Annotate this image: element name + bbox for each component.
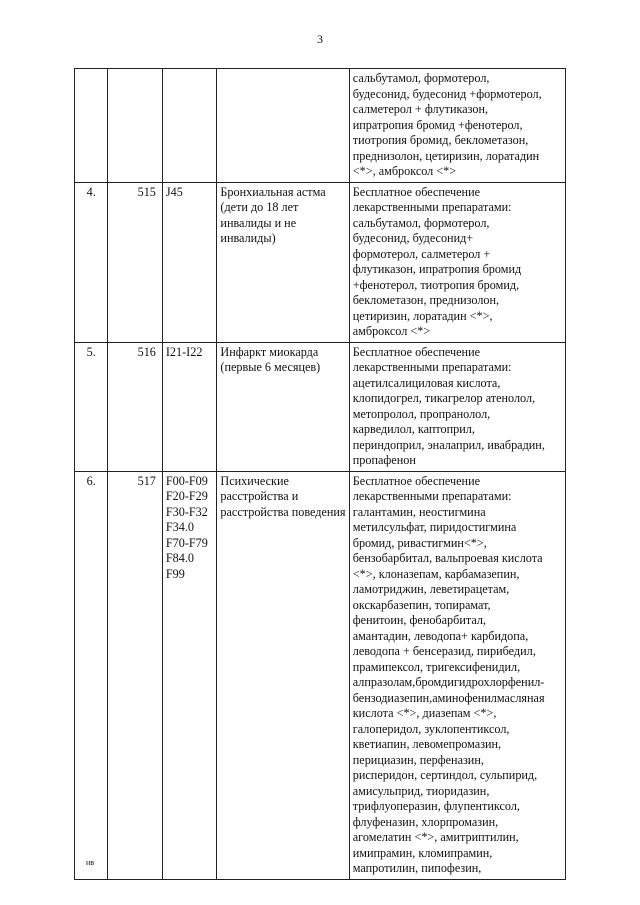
disease-name xyxy=(217,69,349,183)
treatment-text-line: амисульприд, тиоридазин, xyxy=(352,783,490,798)
icd-codes xyxy=(162,182,217,342)
footer-mark: нв xyxy=(86,858,95,867)
disease-name-line: (первые 6 месяцев) xyxy=(220,360,321,374)
treatment-text-line: +фенотерол, тиотропия бромид, xyxy=(352,277,520,292)
disease-name xyxy=(217,471,349,879)
disease-name-line: расстройства и xyxy=(220,489,299,503)
icd-codes-line: F20-F29 xyxy=(165,489,208,503)
row-number xyxy=(75,69,108,183)
treatment-text-line: пропафенон xyxy=(352,453,416,467)
treatment-text-line: флутиказон, ипратропия бромид xyxy=(352,262,522,276)
treatment-text-line: будесонид, будесонид+ xyxy=(352,231,474,245)
treatment-text-line: флуфеназин, хлорпромазин, xyxy=(352,814,499,829)
treatment-text-line: периндоприл, эналаприл, ивабрадин, xyxy=(352,437,545,452)
page-number: 3 xyxy=(317,32,323,46)
treatment-text-line: преднизолон, цетиризин, лоратадин xyxy=(352,148,540,163)
disease-name-line: расстройства поведения xyxy=(220,504,346,519)
treatment-text-line: амброксол <*> xyxy=(352,324,431,338)
treatment-text-line: цетиризин, лоратадин <*>, xyxy=(352,308,493,323)
treatment-text-line: лекарственными препаратами: xyxy=(352,489,512,503)
treatment-text-line: клопидогрел, тикагрелор атенолол, xyxy=(352,391,536,405)
treatment-text-line: трифлуоперазин, флупентиксол, xyxy=(352,799,520,813)
treatment-text-line: ламотриджин, леветирацетам, xyxy=(352,582,510,596)
disease-name-line: инвалиды и не xyxy=(220,215,297,230)
treatment-text-line: карведилол, каптоприл, xyxy=(352,422,475,436)
treatment-text-line: формотерол, салметерол + xyxy=(352,246,491,261)
treatment-text-line: имипрамин, кломипрамин, xyxy=(352,845,493,860)
treatment-text-line: бензобарбитал, вальпроевая кислота xyxy=(352,551,543,565)
treatment-text-line: бромид, ривастигмин<*>, xyxy=(352,535,487,550)
treatment-text-line: бензодиазепин,аминофенилмасляная xyxy=(352,690,545,705)
treatment-text-line: кислота <*>, диазепам <*>, xyxy=(352,706,497,720)
treatment-text-line: галантамин, неостигмина xyxy=(352,504,486,519)
table-row xyxy=(75,471,566,879)
icd-codes xyxy=(162,342,217,471)
icd-codes-line: F34.0 xyxy=(165,520,194,534)
treatment-text-line: сальбутамол, формотерол, xyxy=(352,215,490,230)
treatment-text-line: метопролол, пропранолол, xyxy=(352,406,491,421)
icd-codes-line: F30-F32 xyxy=(165,504,208,519)
treatment-text-line: <*>, амброксол <*> xyxy=(352,164,457,178)
treatment-text-line: <*>, клоназепам, карбамазепин, xyxy=(352,566,520,581)
disease-name-line: Психические xyxy=(220,473,289,488)
icd-codes xyxy=(162,69,217,183)
treatment-text-line: мапротилин, пипофезин, xyxy=(352,861,482,875)
table-row xyxy=(75,182,566,342)
row-number: 5. xyxy=(75,342,108,471)
disease-name-line: Бронхиальная астма xyxy=(220,184,326,199)
treatment-text-line: кветиапин, левомепромазин, xyxy=(352,737,502,751)
treatment-text-line: Бесплатное обеспечение xyxy=(352,344,481,359)
row-code: 517 xyxy=(108,471,163,879)
treatment-text-line: будесонид, будесонид +формотерол, xyxy=(352,86,542,101)
treatment-text-line: сальбутамол, формотерол, xyxy=(352,71,490,85)
table-row xyxy=(75,342,566,471)
row-code: 516 xyxy=(108,342,163,471)
treatment-text-line: ацетилсалициловая кислота, xyxy=(352,375,501,390)
treatment-text-line: тиотропия бромид, беклометазон, xyxy=(352,133,529,147)
treatment-text-line: галоперидол, зуклопентиксол, xyxy=(352,721,510,736)
icd-codes-line: J45 xyxy=(165,184,183,199)
icd-codes-line: F99 xyxy=(165,566,185,581)
treatment-text-line: окскарбазепин, топирамат, xyxy=(352,597,491,612)
treatment-text xyxy=(349,471,565,879)
icd-codes-line: F84.0 xyxy=(165,551,194,565)
row-number: 4. xyxy=(75,182,108,342)
disease-name-line: Инфаркт миокарда xyxy=(220,344,319,359)
treatment-text-line: ипратропия бромид +фенотерол, xyxy=(352,117,523,132)
icd-codes-line: I21-I22 xyxy=(165,344,203,359)
disease-name-line: (дети до 18 лет xyxy=(220,200,299,214)
icd-codes-line: F70-F79 xyxy=(165,535,208,550)
table-row xyxy=(75,69,566,183)
row-code: 515 xyxy=(108,182,163,342)
treatment-text-line: лекарственными препаратами: xyxy=(352,200,512,214)
treatment-text-line: леводопа + бенсеразид, пирибедил, xyxy=(352,644,536,658)
disease-name xyxy=(217,182,349,342)
disease-name xyxy=(217,342,349,471)
treatment-text-line: Бесплатное обеспечение xyxy=(352,184,481,199)
treatment-text-line: прамипексол, тригексифенидил, xyxy=(352,659,521,674)
treatment-text-line: лекарственными препаратами: xyxy=(352,360,512,374)
icd-codes-line: F00-F09 xyxy=(165,473,208,488)
treatment-text xyxy=(349,182,565,342)
treatment-text xyxy=(349,69,565,183)
treatment-text-line: фенитоин, фенобарбитал, xyxy=(352,613,486,627)
treatment-text-line: амантадин, леводопа+ карбидопа, xyxy=(352,628,529,643)
treatment-text-line: рисперидон, сертиндол, сульпирид, xyxy=(352,768,538,782)
treatment-text-line: метилсульфат, пиридостигмина xyxy=(352,520,517,534)
medication-table xyxy=(74,68,566,880)
disease-name-line: инвалиды) xyxy=(220,231,276,245)
treatment-text-line: перициазин, перфеназин, xyxy=(352,752,484,767)
treatment-text-line: беклометазон, преднизолон, xyxy=(352,293,500,307)
treatment-text xyxy=(349,342,565,471)
treatment-text-line: алпразолам,бромдигидрохлорфенил- xyxy=(352,675,545,689)
treatment-text-line: салметерол + флутиказон, xyxy=(352,102,489,116)
row-number: 6. xyxy=(75,471,108,879)
treatment-text-line: Бесплатное обеспечение xyxy=(352,473,481,488)
treatment-text-line: агомелатин <*>, амитриптилин, xyxy=(352,830,519,844)
icd-codes xyxy=(162,471,217,879)
row-code xyxy=(108,69,163,183)
